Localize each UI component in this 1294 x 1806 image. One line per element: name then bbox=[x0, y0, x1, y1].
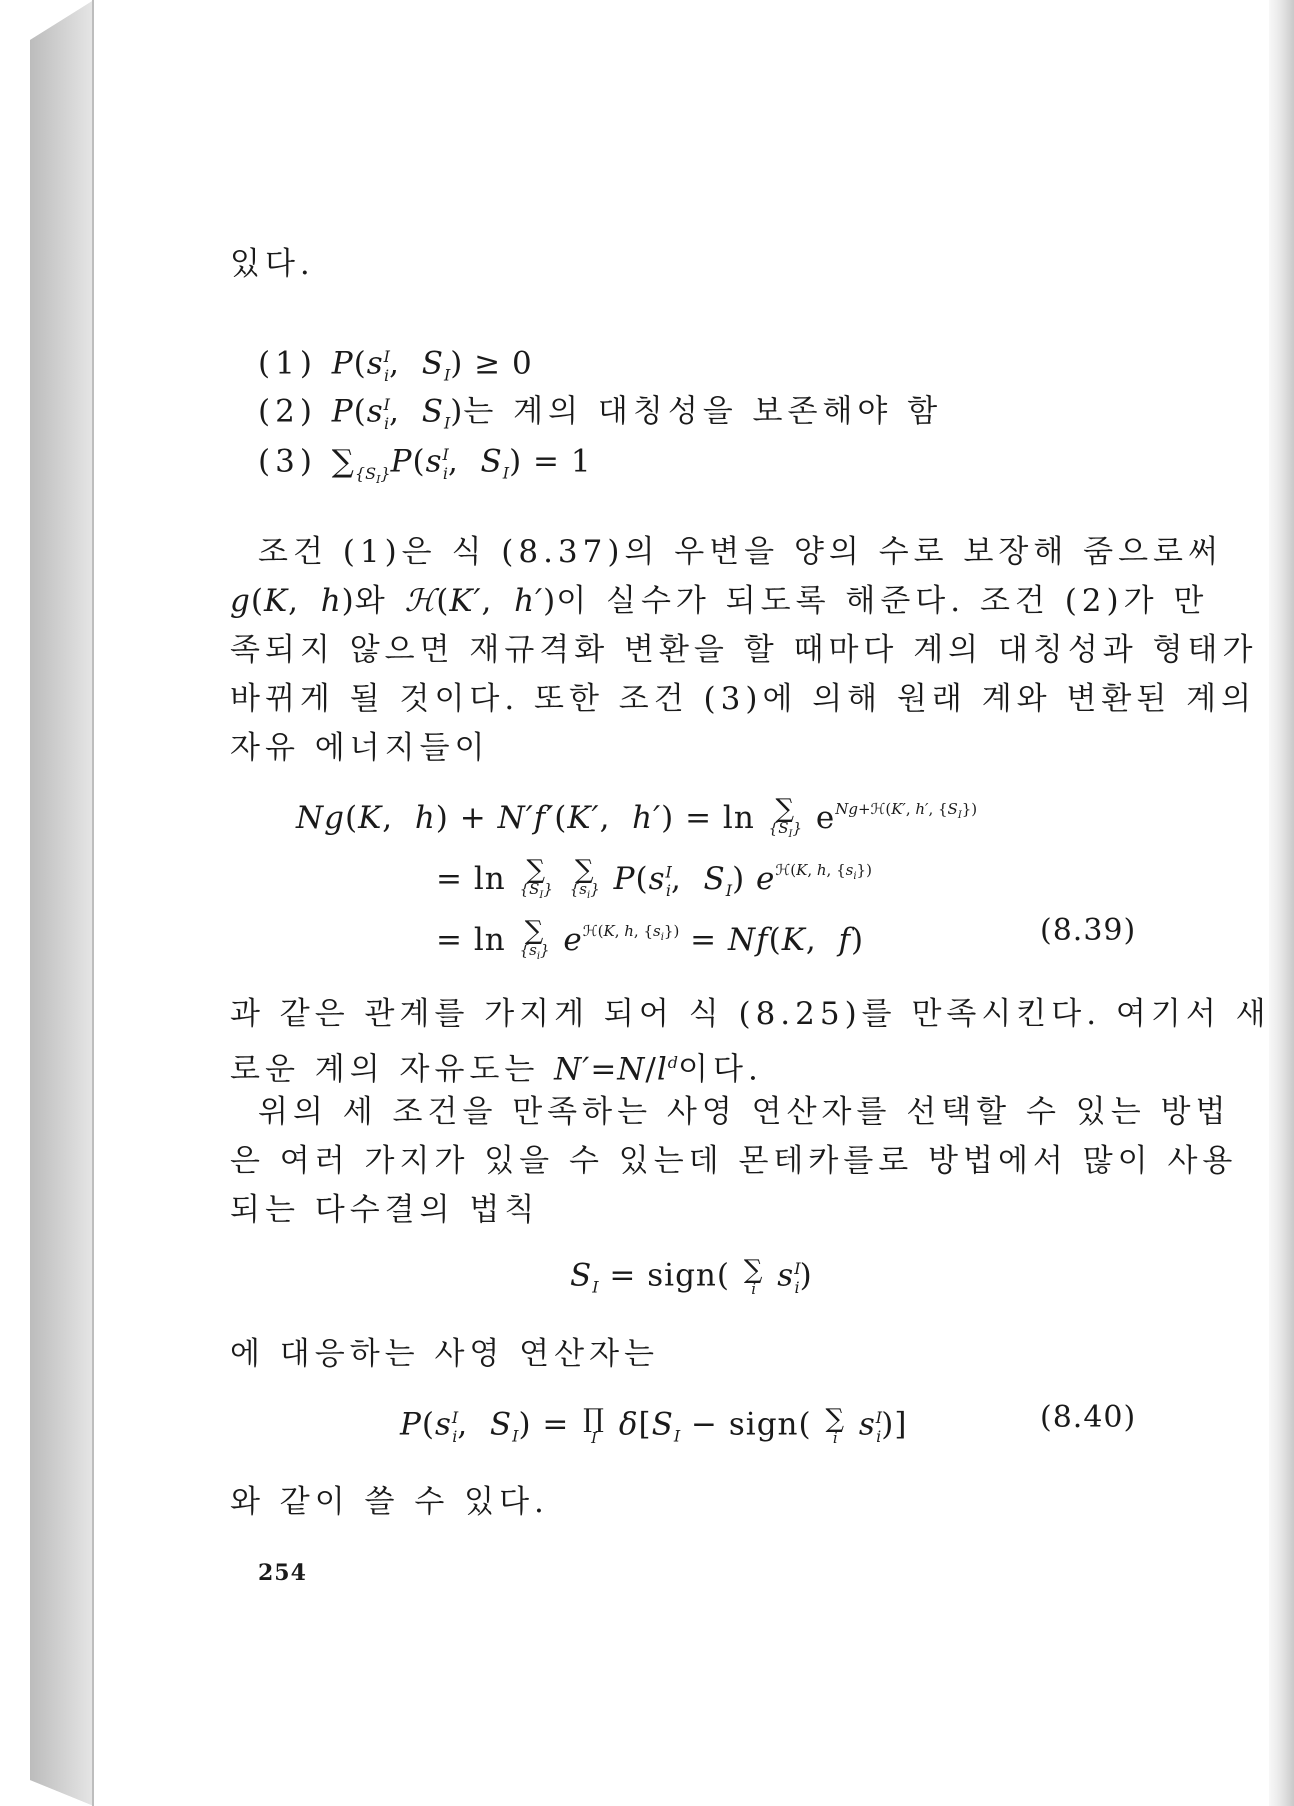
condition-2-number: (2) bbox=[258, 393, 317, 430]
equation-8-39-line1: Ng(K, h) + N′f′(K′, h′) = ln ∑ $\{S_I\}$ $e^{Ng+ℋ(K', h', \{S_I\})}$ bbox=[296, 794, 978, 840]
para3-line2: 은 여러 가지가 있을 수 있는데 몬테카를로 방법에서 많이 사용 bbox=[230, 1143, 1238, 1179]
para3-line1: 위의 세 조건을 만족하는 사영 연산자를 선택할 수 있는 방법 bbox=[258, 1094, 1231, 1130]
page-number: 254 bbox=[258, 1560, 307, 1586]
intro-line: 있다. bbox=[230, 246, 315, 282]
condition-3-number: (3) bbox=[258, 443, 317, 480]
para2-line1: 과 같은 관계를 가지게 되어 식 (8.25)를 만족시킨다. 여기서 새 bbox=[230, 996, 1271, 1032]
majority-rule-equation: $S_I$ = sign( ∑ i $s^I_i$) bbox=[570, 1254, 813, 1298]
final-line: 와 같이 쓸 수 있다. bbox=[230, 1484, 549, 1520]
condition-3: (3) $\sum_{\{S_I\}}P(s^I_i$, $S_I) = 1$ bbox=[258, 443, 592, 486]
para1-line3: 족되지 않으면 재규격화 변환을 할 때마다 계의 대칭성과 형태가 bbox=[230, 632, 1258, 668]
para4-line1: 에 대응하는 사영 연산자는 bbox=[230, 1336, 659, 1372]
para1-line5: 자유 에너지들이 bbox=[230, 730, 490, 766]
para2-line2: 로운 계의 자유도는 $N'=N/l^d$이다. bbox=[230, 1051, 763, 1088]
para1-line2: g(K, h)와 ℋ(K′, h′)이 실수가 되도록 해준다. 조건 (2)가 만 bbox=[230, 583, 1209, 619]
para1-line4: 바뀌게 될 것이다. 또한 조건 (3)에 의해 원래 계와 변환된 계의 bbox=[230, 681, 1257, 717]
equation-8-39-line2: = ln ∑ $\{S_I\}$ ∑ $\{s_i\}$ $P(s^I_i$, $S_I$) $e^{ℋ(K, h, \{s_i\})}$ bbox=[436, 855, 872, 901]
equation-8-39-line3: = ln ∑ $\{s_i\}$ $e^{ℋ(K, h, \{s_i\})} = Nf(K$, f) bbox=[436, 916, 865, 962]
equation-number-8-40: (8.40) bbox=[1040, 1400, 1137, 1435]
condition-2: (2) $P(s^I_i$, $S_I$)는 계의 대칭성을 보존해야 함 bbox=[258, 393, 943, 433]
equation-8-40: $P(s^I_i$, $S_I$) = ∏ I $\delta[S_I$ − sign( ∑ i $s^I_i$)] bbox=[400, 1403, 908, 1447]
condition-1-number: (1) bbox=[258, 345, 317, 382]
para3-line3: 되는 다수결의 법칙 bbox=[230, 1192, 540, 1228]
equation-number-8-39: (8.39) bbox=[1040, 913, 1137, 948]
condition-1: (1) $P(s^I_i$, $S_I) \ge 0$ bbox=[258, 345, 533, 385]
para1-line1: 조건 (1)은 식 (8.37)의 우변을 양의 수로 보장해 줌으로써 bbox=[258, 534, 1223, 570]
condition-2-text: 는 계의 대칭성을 보존해야 함 bbox=[463, 393, 943, 430]
